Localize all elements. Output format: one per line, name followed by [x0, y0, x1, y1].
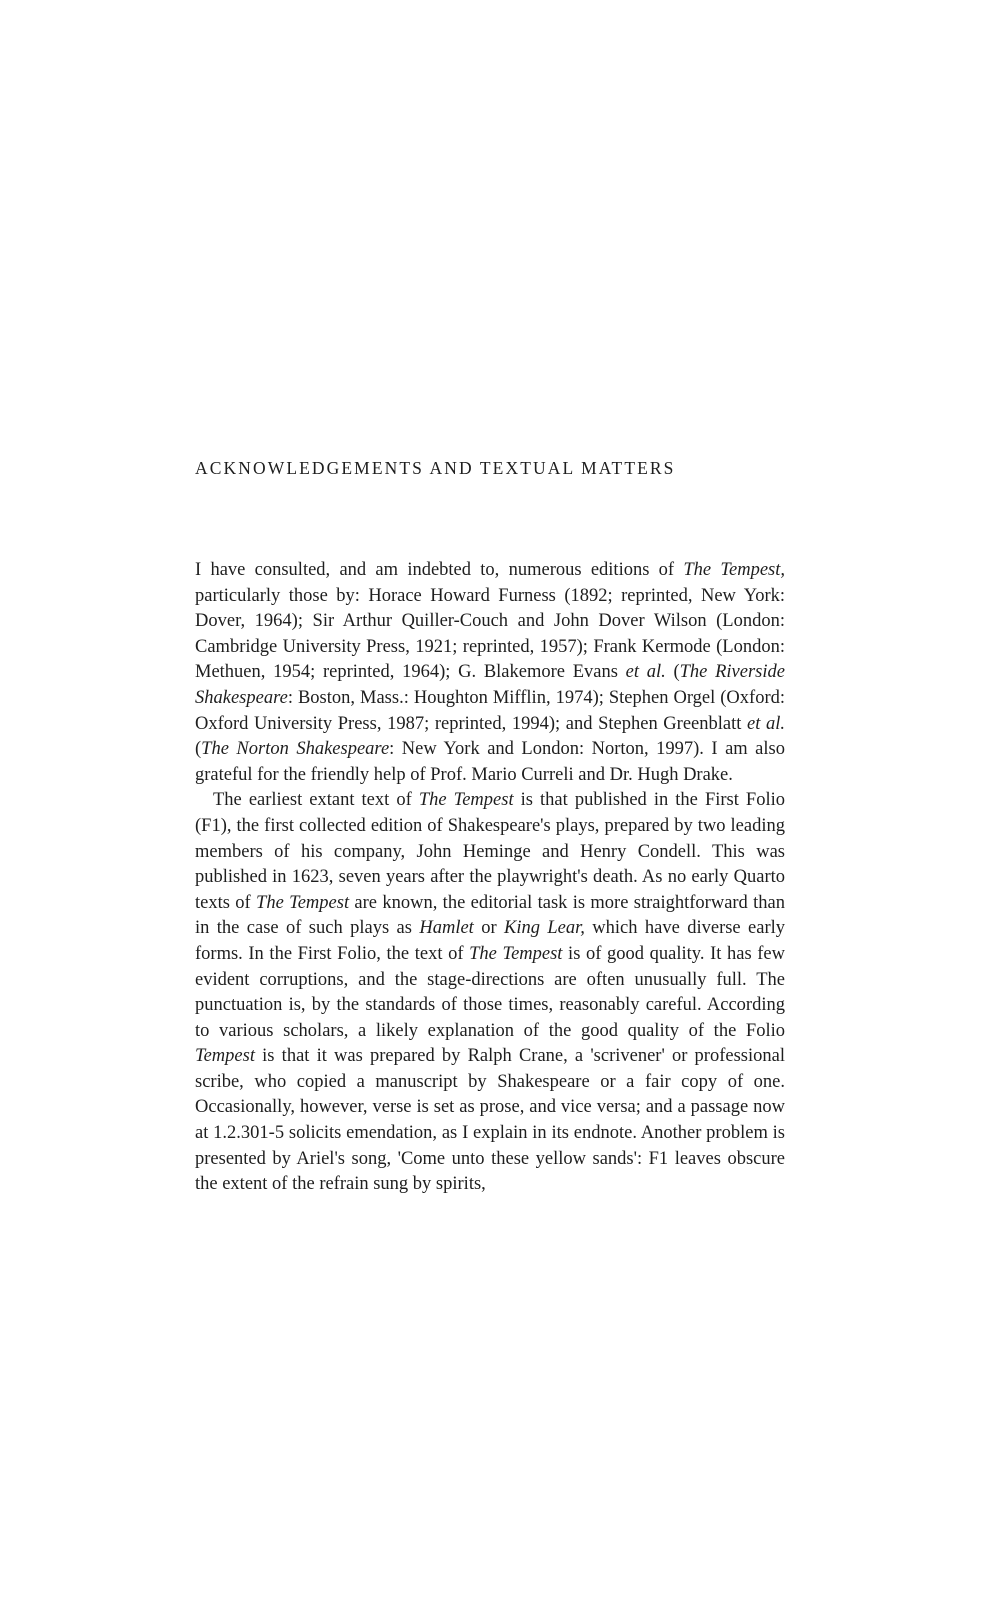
- title-italic: King Lear,: [504, 918, 585, 939]
- title-italic: The Riverside Shakespeare: [195, 662, 785, 708]
- text-span: or: [473, 918, 505, 939]
- text-span: (: [665, 662, 680, 683]
- title-italic: The Tempest: [469, 943, 563, 964]
- title-italic: The Norton Shakespeare: [201, 739, 390, 760]
- latin-italic: et al.: [625, 662, 666, 683]
- title-italic: The Tempest: [256, 892, 350, 913]
- text-span: : New York and London: Norton, 1997). I am also grateful for the friendly help of Prof. Mario Curreli and Dr. Hugh Drake.: [195, 739, 785, 785]
- latin-italic: et al.: [747, 713, 785, 734]
- text-span: are known, the editorial task is more straightforward than in the case of such plays as: [195, 892, 785, 939]
- title-italic: Tempest: [195, 1046, 255, 1067]
- title-italic: The Tempest: [418, 790, 514, 811]
- paragraph-textual-history: [195, 788, 785, 1198]
- text-span: is that it was prepared by Ralph Crane, a 'scrivener' or professional scribe, who copied a manuscript by Shakespeare or a fair copy of one. Occasionally, however, verse is set as prose, and vice versa; and a passage now at 1.2.301-5 solicits emendation, as I explain in its endnote. Another problem is presented by Ariel's song, 'Come unto these yellow sands': F1 leaves obscure the extent of the refrain sung by spirits,: [195, 1046, 785, 1195]
- text-span: is of good quality. It has few evident corruptions, and the stage-directions are often unusually full. The punctuation is, by the standards of those times, reasonably careful. According to various scholars, a likely explanation of the good quality of the Folio: [195, 943, 785, 1041]
- text-span: particularly those by: Horace Howard Furness (1892; reprinted, New York: Dover, 1964); Sir Arthur Quiller-Couch and John Dover Wilson (London: Cambridge University Press, 1921; reprinted, 1957); Frank Kermode (London: Methuen, 1954; reprinted, 1964); G. Blakemore Evans: [195, 585, 785, 683]
- text-span: which have diverse early forms. In the First Folio, the text of: [195, 918, 786, 964]
- text-span: I have consulted, and am indebted to, numerous editions of: [195, 560, 684, 580]
- page-title: ACKNOWLEDGEMENTS AND TEXTUAL MATTERS: [195, 458, 676, 478]
- title-italic: Hamlet: [419, 918, 474, 939]
- text-span: is that published in the First Folio (F1), the first collected edition of Shakespeare's plays, prepared by two leading members of his company, John Heminge and Henry Condell. This was published in 1623, seven years after the playwright's death. As no early Quarto texts of: [195, 790, 785, 913]
- text-span: The earliest extant text of: [213, 790, 419, 811]
- text-span: : Boston, Mass.: Houghton Mifflin, 1974); Stephen Orgel (Oxford: Oxford University Press, 1987; reprinted, 1994); and Stephen Greenblatt: [195, 687, 785, 734]
- title-italic: The Tempest,: [683, 560, 786, 580]
- body-text: [195, 558, 785, 1198]
- paragraph-editions: [195, 558, 785, 788]
- text-span: (: [195, 739, 202, 760]
